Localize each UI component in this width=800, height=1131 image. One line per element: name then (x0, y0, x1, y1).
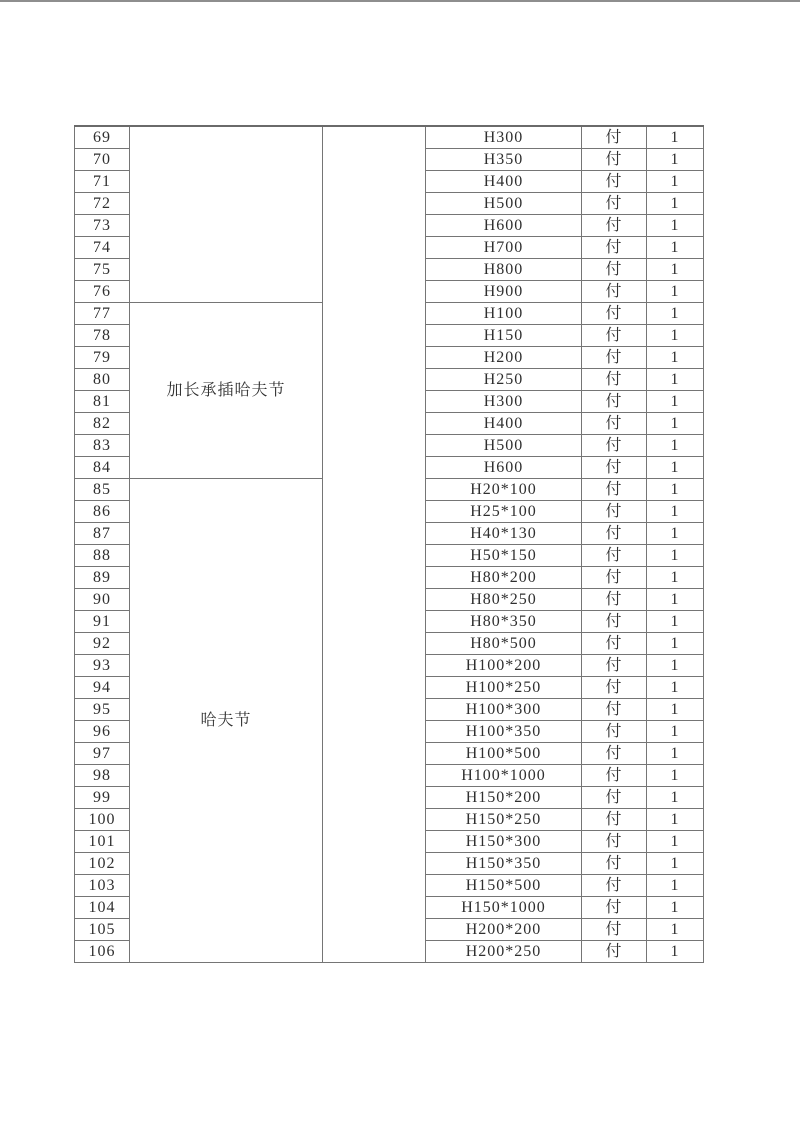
quantity-cell: 1 (647, 215, 704, 237)
spec-cell: H400 (426, 413, 582, 435)
category-name-cell (130, 126, 323, 303)
spec-cell: H200 (426, 347, 582, 369)
quantity-cell: 1 (647, 347, 704, 369)
spec-cell: H500 (426, 193, 582, 215)
quantity-cell: 1 (647, 435, 704, 457)
quantity-cell: 1 (647, 721, 704, 743)
unit-cell: 付 (582, 126, 647, 149)
quantity-cell: 1 (647, 699, 704, 721)
quantity-cell: 1 (647, 787, 704, 809)
row-number-cell: 96 (75, 721, 130, 743)
row-number-cell: 75 (75, 259, 130, 281)
quantity-cell: 1 (647, 325, 704, 347)
unit-cell: 付 (582, 941, 647, 963)
spec-cell: H100*200 (426, 655, 582, 677)
quantity-cell: 1 (647, 149, 704, 171)
unit-cell: 付 (582, 479, 647, 501)
spec-cell: H150*300 (426, 831, 582, 853)
spec-cell: H900 (426, 281, 582, 303)
quantity-cell: 1 (647, 941, 704, 963)
quantity-cell: 1 (647, 457, 704, 479)
blank-column-cell (323, 126, 426, 963)
category-name-cell: 哈夫节 (130, 479, 323, 963)
unit-cell: 付 (582, 831, 647, 853)
spec-cell: H20*100 (426, 479, 582, 501)
quantity-cell: 1 (647, 677, 704, 699)
row-number-cell: 70 (75, 149, 130, 171)
row-number-cell: 80 (75, 369, 130, 391)
spec-cell: H150 (426, 325, 582, 347)
unit-cell: 付 (582, 193, 647, 215)
unit-cell: 付 (582, 413, 647, 435)
unit-cell: 付 (582, 457, 647, 479)
spec-cell: H100 (426, 303, 582, 325)
unit-cell: 付 (582, 545, 647, 567)
spec-cell: H300 (426, 126, 582, 149)
spec-cell: H80*500 (426, 633, 582, 655)
row-number-cell: 90 (75, 589, 130, 611)
unit-cell: 付 (582, 721, 647, 743)
unit-cell: 付 (582, 237, 647, 259)
unit-cell: 付 (582, 281, 647, 303)
spec-cell: H150*500 (426, 875, 582, 897)
unit-cell: 付 (582, 655, 647, 677)
quantity-cell: 1 (647, 897, 704, 919)
quantity-cell: 1 (647, 611, 704, 633)
row-number-cell: 72 (75, 193, 130, 215)
row-number-cell: 100 (75, 809, 130, 831)
spec-cell: H250 (426, 369, 582, 391)
spec-cell: H800 (426, 259, 582, 281)
quantity-cell: 1 (647, 391, 704, 413)
quantity-cell: 1 (647, 875, 704, 897)
quantity-cell: 1 (647, 281, 704, 303)
unit-cell: 付 (582, 369, 647, 391)
row-number-cell: 79 (75, 347, 130, 369)
quantity-cell: 1 (647, 369, 704, 391)
unit-cell: 付 (582, 149, 647, 171)
unit-cell: 付 (582, 699, 647, 721)
quantity-cell: 1 (647, 501, 704, 523)
row-number-cell: 106 (75, 941, 130, 963)
spec-cell: H700 (426, 237, 582, 259)
spec-cell: H80*250 (426, 589, 582, 611)
row-number-cell: 99 (75, 787, 130, 809)
unit-cell: 付 (582, 765, 647, 787)
unit-cell: 付 (582, 611, 647, 633)
spec-cell: H25*100 (426, 501, 582, 523)
unit-cell: 付 (582, 435, 647, 457)
parts-table-body (75, 126, 704, 963)
row-number-cell: 83 (75, 435, 130, 457)
quantity-cell: 1 (647, 126, 704, 149)
quantity-cell: 1 (647, 853, 704, 875)
spec-cell: H600 (426, 457, 582, 479)
unit-cell: 付 (582, 875, 647, 897)
quantity-cell: 1 (647, 743, 704, 765)
unit-cell: 付 (582, 215, 647, 237)
row-number-cell: 71 (75, 171, 130, 193)
row-number-cell: 81 (75, 391, 130, 413)
unit-cell: 付 (582, 743, 647, 765)
row-number-cell: 97 (75, 743, 130, 765)
row-number-cell: 77 (75, 303, 130, 325)
row-number-cell: 103 (75, 875, 130, 897)
quantity-cell: 1 (647, 633, 704, 655)
row-number-cell: 74 (75, 237, 130, 259)
quantity-cell: 1 (647, 765, 704, 787)
unit-cell: 付 (582, 325, 647, 347)
quantity-cell: 1 (647, 831, 704, 853)
unit-cell: 付 (582, 523, 647, 545)
quantity-cell: 1 (647, 919, 704, 941)
spec-cell: H100*500 (426, 743, 582, 765)
spec-cell: H200*250 (426, 941, 582, 963)
row-number-cell: 89 (75, 567, 130, 589)
spec-cell: H300 (426, 391, 582, 413)
unit-cell: 付 (582, 567, 647, 589)
unit-cell: 付 (582, 501, 647, 523)
row-number-cell: 87 (75, 523, 130, 545)
spec-cell: H350 (426, 149, 582, 171)
row-number-cell: 102 (75, 853, 130, 875)
parts-table (74, 125, 704, 963)
quantity-cell: 1 (647, 589, 704, 611)
row-number-cell: 82 (75, 413, 130, 435)
row-number-cell: 93 (75, 655, 130, 677)
row-number-cell: 73 (75, 215, 130, 237)
row-number-cell: 101 (75, 831, 130, 853)
spec-cell: H150*250 (426, 809, 582, 831)
quantity-cell: 1 (647, 193, 704, 215)
spec-cell: H150*350 (426, 853, 582, 875)
unit-cell: 付 (582, 633, 647, 655)
quantity-cell: 1 (647, 259, 704, 281)
unit-cell: 付 (582, 391, 647, 413)
spec-cell: H100*350 (426, 721, 582, 743)
row-number-cell: 95 (75, 699, 130, 721)
row-number-cell: 105 (75, 919, 130, 941)
unit-cell: 付 (582, 259, 647, 281)
row-number-cell: 88 (75, 545, 130, 567)
spec-cell: H40*130 (426, 523, 582, 545)
unit-cell: 付 (582, 809, 647, 831)
quantity-cell: 1 (647, 303, 704, 325)
row-number-cell: 76 (75, 281, 130, 303)
quantity-cell: 1 (647, 545, 704, 567)
quantity-cell: 1 (647, 655, 704, 677)
quantity-cell: 1 (647, 237, 704, 259)
row-number-cell: 84 (75, 457, 130, 479)
unit-cell: 付 (582, 347, 647, 369)
unit-cell: 付 (582, 171, 647, 193)
spec-cell: H80*200 (426, 567, 582, 589)
quantity-cell: 1 (647, 809, 704, 831)
unit-cell: 付 (582, 787, 647, 809)
row-number-cell: 94 (75, 677, 130, 699)
spec-cell: H200*200 (426, 919, 582, 941)
quantity-cell: 1 (647, 171, 704, 193)
quantity-cell: 1 (647, 567, 704, 589)
unit-cell: 付 (582, 897, 647, 919)
category-name-cell: 加长承插哈夫节 (130, 303, 323, 479)
spec-cell: H150*1000 (426, 897, 582, 919)
quantity-cell: 1 (647, 479, 704, 501)
row-number-cell: 92 (75, 633, 130, 655)
spec-cell: H100*250 (426, 677, 582, 699)
row-number-cell: 69 (75, 126, 130, 149)
page-top-edge (0, 0, 800, 2)
unit-cell: 付 (582, 303, 647, 325)
unit-cell: 付 (582, 919, 647, 941)
spec-cell: H100*1000 (426, 765, 582, 787)
quantity-cell: 1 (647, 523, 704, 545)
unit-cell: 付 (582, 853, 647, 875)
row-number-cell: 104 (75, 897, 130, 919)
spec-cell: H50*150 (426, 545, 582, 567)
spec-cell: H400 (426, 171, 582, 193)
row-number-cell: 91 (75, 611, 130, 633)
table-row (75, 126, 704, 149)
quantity-cell: 1 (647, 413, 704, 435)
spec-cell: H150*200 (426, 787, 582, 809)
unit-cell: 付 (582, 677, 647, 699)
row-number-cell: 85 (75, 479, 130, 501)
spec-cell: H80*350 (426, 611, 582, 633)
spec-cell: H100*300 (426, 699, 582, 721)
spec-cell: H500 (426, 435, 582, 457)
unit-cell: 付 (582, 589, 647, 611)
row-number-cell: 86 (75, 501, 130, 523)
row-number-cell: 98 (75, 765, 130, 787)
spec-cell: H600 (426, 215, 582, 237)
row-number-cell: 78 (75, 325, 130, 347)
